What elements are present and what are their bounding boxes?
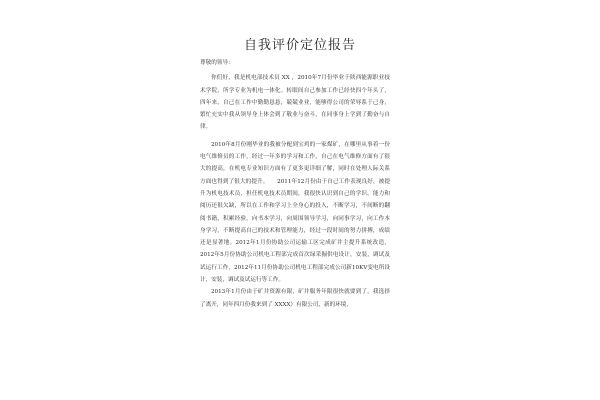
paragraph-intro: 你们好，我是机电部技术员 XX ，2010年7月份毕业于陕西能源职业技术学院，所学专业为机电一体化。转眼间自己参加工作已经快四个年头了，四年来，自己在工作中勤勤恳恳，兢兢业业，能够得公司的荣辱系于己身，繁忙充实中我从领导身上体会到了敬业与奋斗，在同事身上学到了勤奋与自律。 bbox=[200, 75, 390, 131]
paragraph-career-2013: 2013年1月份由于矿井资源有限，矿井服务年限很快就要到了，我选择了离开，同年四月份我来到了 XXXX）有限公司，新的环境， bbox=[200, 289, 390, 308]
document-title: 自我评价定位报告 bbox=[243, 38, 356, 53]
salutation: 尊敬的领导： bbox=[200, 60, 234, 66]
paragraph-career-2010: 2010年8月份刚毕业的我被分配到宝鸡的一家煤矿，在哪里从事着一份电气维修员的工作，经过一年多的学习和工作，自己在电气维修方面有了很大的提高，在机电专业知识方面有了更多更详细了解，同时在处理人际关系方面也得到了很大的提升。 2011年12月份由于自己工作表现良好，被提升为机电技术员，担任机电技术员期间，我很快认识到自己的学识，能力和阅历还很欠缺，所以在工作和学习上全身心的投入，不断学习，不间断的翻阅书籍，积累经验，向书本学习，向周围领导学习，向同事学习，向工作本身学习，不断提高自己的技术和管理能力，经过一段时间的努力拼搏，成绩还是显著地。2012年1月份协助公司运输工区完成矿井主提升系统改造，2012年5月份协助公司机电工程部完成首次绿采掘供电设计，安装，调试及试运行工作，2012年11月份协助公司机电工程部完成公司新10KV变电所设计，安装，调试及试运行等工作。 bbox=[200, 141, 390, 284]
document-body bbox=[200, 57, 390, 311]
